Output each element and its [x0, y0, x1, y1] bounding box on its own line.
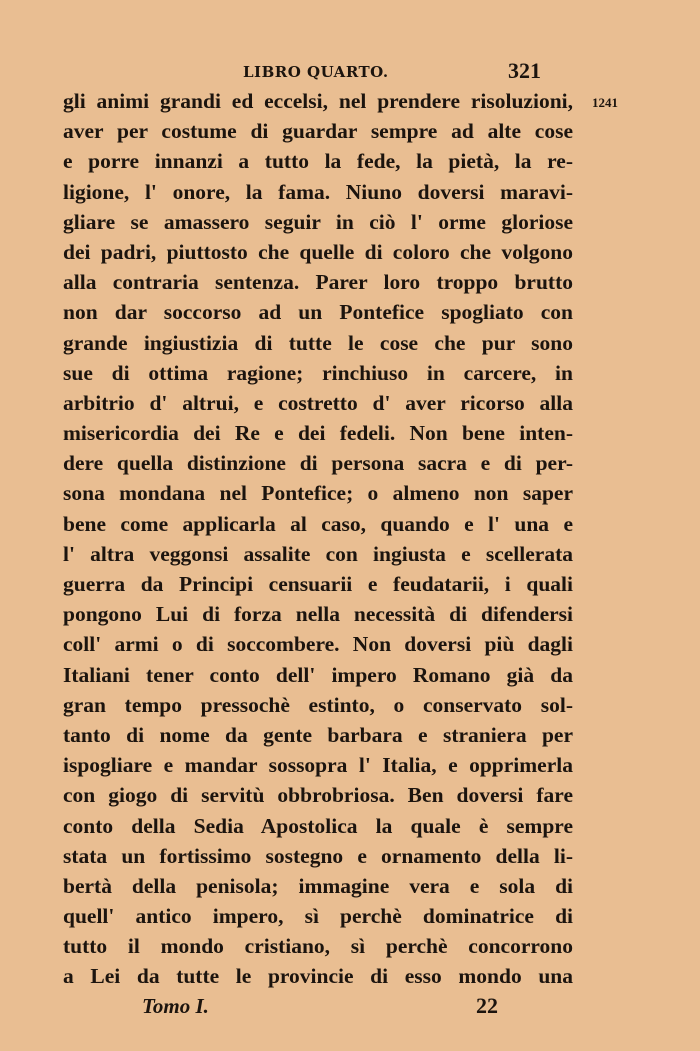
text-line: dei padri, piuttosto che quelle di coloro che volgono	[63, 239, 573, 264]
text-line: coll' armi o di soccombere. Non doversi più dagli	[63, 632, 573, 657]
page-footer	[0, 992, 700, 1022]
text-line: quell' antico impero, sì perchè dominatrice di	[63, 904, 573, 929]
text-line: l' altra veggonsi assalite con ingiusta e scellerata	[63, 541, 573, 566]
text-line: pongono Lui di forza nella necessità di difendersi	[63, 602, 573, 627]
signature-mark: 22	[476, 993, 498, 1018]
text-line: guerra da Principi censuarii e feudatarii, i quali	[63, 572, 573, 596]
text-line: gli animi grandi ed eccelsi, nel prendere risoluzioni,	[63, 89, 573, 113]
text-line: aver per costume di guardar sempre ad alte cose	[63, 119, 573, 144]
text-line: dere quella distinzione di persona sacra e di per-	[63, 451, 573, 476]
text-line: ispogliare e mandar sossopra l' Italia, e opprimerla	[63, 753, 573, 778]
text-line: bertà della penisola; immagine vera e sola di	[63, 873, 573, 898]
text-line: grande ingiustizia di tutte le cose che pur sono	[63, 330, 573, 355]
text-line: Italiani tener conto dell' impero Romano già da	[63, 662, 573, 687]
text-line: ligione, l' onore, la fama. Niuno doversi maravi-	[63, 179, 573, 204]
text-line: conto della Sedia Apostolica la quale è sempre	[63, 813, 573, 838]
running-head	[0, 58, 700, 86]
text-line: tutto il mondo cristiano, sì perchè concorrono	[63, 934, 573, 959]
text-line: gliare se amassero seguir in ciò l' orme gloriose	[63, 209, 573, 234]
text-line: gran tempo pressochè estinto, o conservato sol-	[63, 692, 573, 717]
margin-year: 1241	[592, 95, 618, 110]
text-line: tanto di nome da gente barbara e straniera per	[63, 722, 573, 747]
text-line: alla contraria sentenza. Parer loro troppo brutto	[63, 270, 573, 295]
text-line: non dar soccorso ad un Pontefice spogliato con	[63, 300, 573, 325]
text-line: con giogo di servitù obbrobriosa. Ben doversi fare	[63, 783, 573, 808]
running-title: LIBRO QUARTO.	[243, 63, 389, 81]
text-line: stata un fortissimo sostegno e ornamento della li-	[63, 843, 573, 868]
page-number: 321	[508, 58, 541, 83]
body-text	[63, 86, 573, 992]
text-line: e porre innanzi a tutto la fede, la pietà, la re-	[63, 149, 573, 174]
text-line: sue di ottima ragione; rinchiuso in carcere, in	[63, 360, 573, 385]
text-line: sona mondana nel Pontefice; o almeno non saper	[63, 481, 573, 506]
text-line: bene come applicarla al caso, quando e l' una e	[63, 511, 573, 536]
volume-label: Tomo I.	[142, 994, 209, 1018]
text-line: misericordia dei Re e dei fedeli. Non bene inten-	[63, 421, 573, 446]
text-line: a Lei da tutte le provincie di esso mondo una	[63, 964, 573, 989]
text-line: arbitrio d' altrui, e costretto d' aver ricorso alla	[63, 390, 573, 415]
